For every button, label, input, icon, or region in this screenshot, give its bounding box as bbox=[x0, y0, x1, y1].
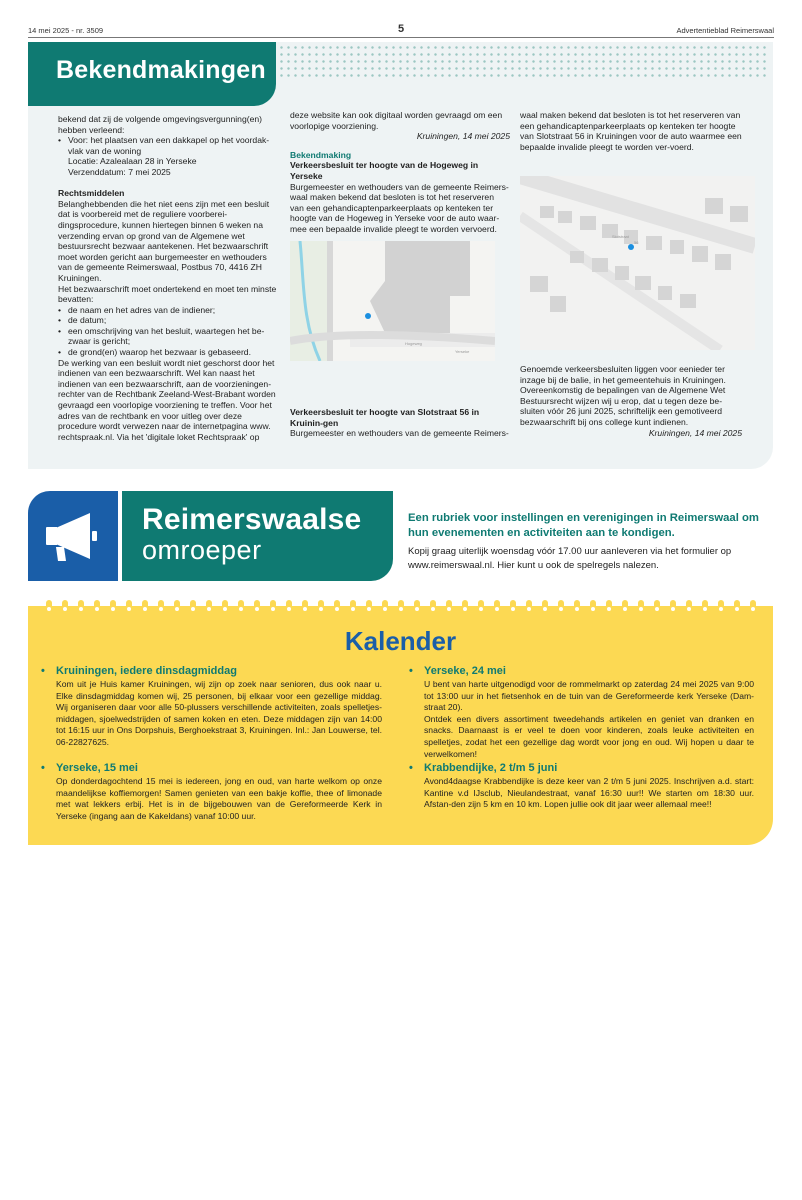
running-header bbox=[28, 23, 774, 40]
map-street-label: Hogeweg bbox=[405, 341, 422, 346]
rechtsmiddelen-p3: De werking van een besluit wordt niet geschorst door het indienen van een bezwaarschrift. Wel kan naast het indienen van een bezwaarschrift, aan de voorzieningen-rechter van de Rechtbank Zeeland-West-Brabant worden gevraagd een voorlopige voorziening te treffen. Voor het adres van de rechtbank en voor uitleg over deze procedure wordt verwezen naar de internetpagina www. rechtspraak.nl. Via het 'digitale loket Rechtspraak' op bbox=[58, 357, 276, 442]
column-2 bbox=[290, 110, 510, 235]
list-item: • een omschrijving van het besluit, waartegen het be-zwaar is gericht; bbox=[58, 326, 280, 347]
column-1 bbox=[58, 114, 280, 442]
issue-date: 14 mei 2025 - nr. 3509 bbox=[28, 26, 104, 35]
page-number: 5 bbox=[394, 23, 408, 35]
signature-date: Kruiningen, 14 mei 2025 bbox=[416, 131, 510, 142]
permit-item: • Voor: het plaatsen van een dakkapel op het voordak-vlak van de woning bbox=[58, 135, 280, 156]
column-2-lower bbox=[290, 407, 510, 439]
megaphone-icon bbox=[28, 491, 118, 581]
bullet-icon: • bbox=[409, 762, 413, 774]
permit-date: Verzenddatum: 7 mei 2025 bbox=[68, 166, 171, 177]
map-town-label: Yerseke bbox=[455, 349, 470, 354]
event-body: Kom uit je Huis kamer Kruiningen, wij zijn op zoek naar senioren, dus ook naar u. Elke dinsdagmiddag komen wij, 25 personen, bij elkaar voor een gezellige middag. Wij organiseren daar voor alle 50-plussers verschillende activiteiten, zoals spelletjes-middagen, sjoelwedstrijden of samen koken en eten. Deze middagen zijn van 14:00 tot 16:15 uur in Ons Dorpshuis, Berghoekstraat 3, Kruiningen. Inl.: Jan Louwerse, tel. 06-22827625. bbox=[56, 679, 382, 747]
header-rule bbox=[28, 37, 774, 38]
map-slotstraat bbox=[520, 176, 755, 350]
besluit-heading-hogeweg: Verkeersbesluit ter hoogte van de Hogeweg in Yerseke bbox=[290, 160, 479, 181]
map-street-label: Slotstraat bbox=[612, 234, 629, 239]
omroeper-title-block bbox=[122, 491, 393, 581]
event-item bbox=[41, 761, 382, 822]
event-heading bbox=[41, 761, 382, 775]
column-3-lower bbox=[520, 364, 742, 438]
event-heading-text: Yerseke, 24 mei bbox=[424, 665, 506, 677]
list-item: • de datum; bbox=[58, 315, 280, 326]
map-hogeweg bbox=[290, 241, 495, 361]
continued-text-3: waal maken bekend dat besloten is tot het reserveren van een gehandicaptenparkeerplaats op kenteken ter hoogte van Slotstraat 56 in Kruiningen voor de auto waarmee een bepaalde invalide pleegt te worden ver-voerd. bbox=[520, 110, 742, 152]
event-body: Op donderdagochtend 15 mei is iedereen, jong en oud, van harte welkom op onze maandelijkse koffiemorgen! Samen genieten van een bakje koffie, thee of limonade met wat lekkers erbij. Het is in de bijgebouwen van de Gereformeerde Kerk in Yerseke (ingang aan de Kakeldans) vanaf 10:00 uur. bbox=[56, 776, 382, 821]
list-item: • de naam en het adres van de indiener; bbox=[58, 305, 280, 316]
omroeper-heading: Een rubriek voor instellingen en verenigingen in Reimerswaal om hun evenementen en activiteiten aan te kondigen. bbox=[408, 512, 759, 539]
bullet-icon: • bbox=[41, 665, 45, 677]
omroeper-subtext: Kopij graag uiterlijk woensdag vóór 17.00 uur aanleveren via het formulier op www.reimerswaal.nl. Hier kunt u ook de spelregels nalezen. bbox=[408, 546, 732, 571]
calendar-rings bbox=[28, 600, 773, 614]
bekendmakingen-section bbox=[28, 42, 773, 469]
event-body: Avond4daagse Krabbendijke is deze keer van 2 t/m 5 juni 2025. Inschrijven a.d. start: Kantine v.d IJsclub, Nieulandestraat, vanaf 16:30 uur!! We starten om 18:30 uur. Afstan-den zijn 5 km en 10 km. Lopen jullie ook dit jaar weer allemaal mee!! bbox=[424, 776, 754, 810]
event-item bbox=[41, 664, 382, 749]
map-slotstraat-graphic bbox=[520, 176, 755, 350]
event-item bbox=[409, 761, 754, 811]
omroeper-title-line2: omroeper bbox=[142, 535, 262, 565]
dot-pattern bbox=[278, 44, 770, 78]
event-heading-text: Yerseke, 15 mei bbox=[56, 762, 138, 774]
rechtsmiddelen-p2: Het bezwaarschrift moet ondertekend en moet ten minste bevatten: bbox=[58, 283, 277, 305]
column-3 bbox=[520, 110, 742, 152]
list-item: • de grond(en) waarop het bezwaar is gebaseerd. bbox=[58, 347, 280, 358]
bekendmaking-label: Bekendmaking bbox=[290, 149, 352, 160]
event-body: U bent van harte uitgenodigd voor de rommelmarkt op zaterdag 24 mei 2025 van 9:00 tot 13:00 uur in het fietsenhok en de tuin van de Gereformeerde kerk Yerseke (Dam-straat 20). bbox=[424, 679, 754, 713]
besluit-body-slotstraat: Burgemeester en wethouders van de gemeente Reimers- bbox=[290, 428, 509, 439]
section-title: Bekendmakingen bbox=[56, 56, 266, 84]
bekendmakingen-header bbox=[28, 42, 276, 106]
inzage-text: Genoemde verkeersbesluiten liggen voor eenieder ter inzage bij de balie, in het gemeentehuis in Kruiningen. Overeenkomstig de bepalingen van de Algemene Wet Bestuursrecht wijzen wij u erop, dat u tegen deze be-sluiten vóór 26 juni 2025, schriftelijk een gemotiveerd bezwaarschrift bij ons college kunt indienen. bbox=[520, 364, 726, 427]
map-house-number: 56 bbox=[634, 240, 639, 245]
omroeper-intro bbox=[408, 511, 774, 573]
event-heading bbox=[41, 664, 382, 678]
publication-name: Advertentieblad Reimerswaal bbox=[676, 26, 774, 35]
omroeper-title-line1: Reimerswaalse bbox=[142, 503, 362, 536]
rechtsmiddelen-heading: Rechtsmiddelen bbox=[58, 188, 125, 199]
megaphone-tile bbox=[28, 491, 118, 581]
permit-intro: bekend dat zij de volgende omgevingsvergunning(en) hebben verleend: bbox=[58, 114, 263, 135]
permit-location: Locatie: Azalealaan 28 in Yerseke bbox=[68, 156, 197, 167]
besluit-heading-slotstraat: Verkeersbesluit ter hoogte van Slotstraat 56 in Kruinin-gen bbox=[290, 407, 480, 428]
event-item bbox=[409, 664, 754, 760]
bullet-icon: • bbox=[409, 665, 413, 677]
bullet-icon: • bbox=[41, 762, 45, 774]
besluit-body-hogeweg: Burgemeester en wethouders van de gemeente Reimers-waal maken bekend dat besloten is tot het reserveren van een gehandicaptenparkeerplaats op kenteken ter hoogte van de Hogeweg in Yerseke voor de auto waar-mee een bepaalde invalide pleegt te worden vervoerd. bbox=[290, 181, 509, 234]
signature-date-3: Kruiningen, 14 mei 2025 bbox=[648, 427, 742, 438]
event-heading-text: Krabbendijke, 2 t/m 5 juni bbox=[424, 762, 558, 774]
rechtsmiddelen-p1: Belanghebbenden die het niet eens zijn met een besluit dat is voorbereid met de reguliere voorberei-dingsprocedure, kunnen hiertegen binnen 6 weken na verzending ervan op grond van de Algemene wet bestuursrecht bezwaar aantekenen. Het bezwaarschrift moet worden gericht aan burgemeester en wethouders van de gemeente Reimerswaal, Postbus 70, 4416 ZH Kruiningen. bbox=[58, 198, 270, 283]
bezwaar-list bbox=[58, 305, 280, 358]
event-heading bbox=[409, 664, 754, 678]
kalender-title: Kalender bbox=[344, 626, 457, 656]
continued-text: deze website kan ook digitaal worden gevraagd om een voorlopige voorziening. bbox=[290, 110, 503, 131]
permit-list bbox=[58, 135, 280, 156]
event-body-continued: Ontdek een divers assortiment tweedehands artikelen en geniet van dranken en snacks. Daarnaast is er veel te doen voor kinderen, zoals leuke activiteiten en spelletjes, zodat het een gezellige dag wordt voor jong en oud. Wij hopen u daar te verwelkomen! bbox=[424, 713, 754, 759]
map-hogeweg-graphic bbox=[290, 241, 495, 361]
event-heading-text: Kruiningen, iedere dinsdagmiddag bbox=[56, 665, 237, 677]
event-heading bbox=[409, 761, 754, 775]
